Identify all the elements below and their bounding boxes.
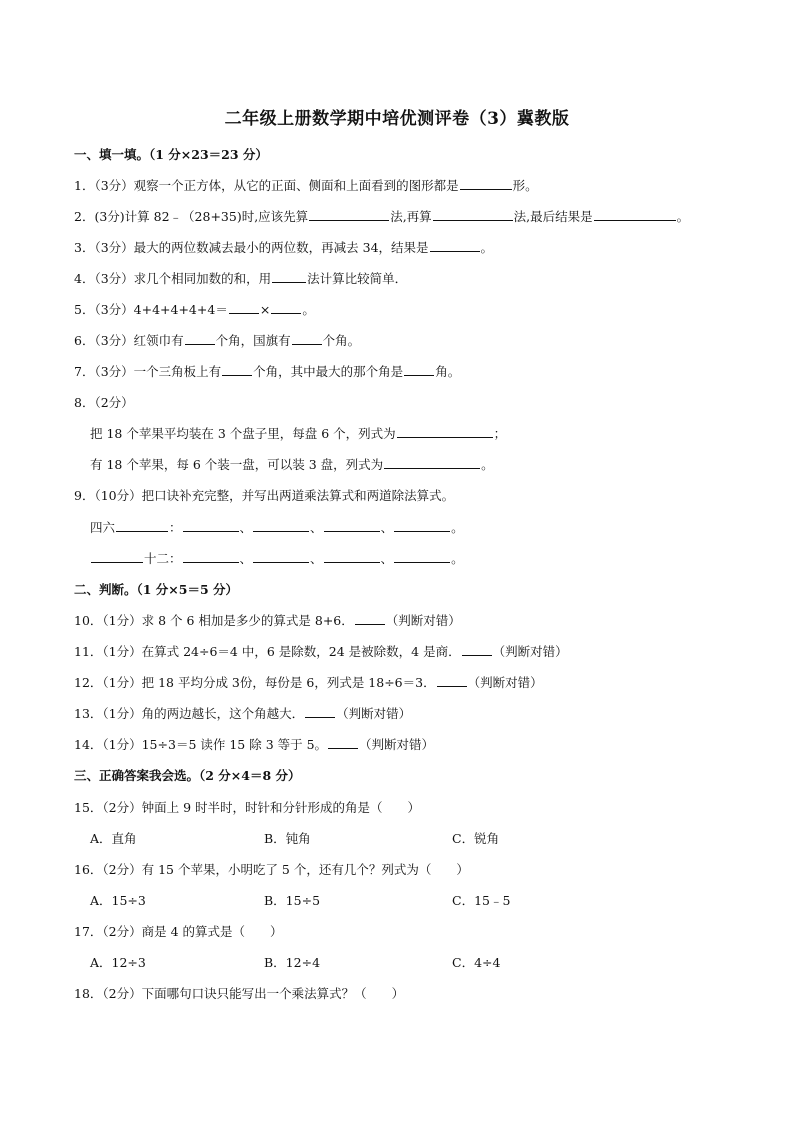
answer-blank[interactable] — [594, 208, 676, 221]
answer-blank[interactable] — [309, 208, 389, 221]
answer-blank[interactable] — [183, 550, 239, 563]
section-heading-judge: 二、判断。（1 分×5＝5 分） — [74, 582, 239, 597]
option-c[interactable]: C．锐角 — [452, 831, 500, 846]
answer-blank[interactable] — [305, 705, 335, 718]
question-6: 6．（3分）红领巾有 个角，国旗有 个角。 — [74, 333, 361, 348]
answer-blank[interactable] — [222, 363, 252, 376]
option-b[interactable]: B．钝角 — [264, 831, 311, 846]
question-8-line-2: 有 18 个苹果，每 6 个装一盘，可以装 3 盘，列式为 。 — [90, 457, 494, 472]
answer-blank[interactable] — [355, 612, 385, 625]
answer-blank[interactable] — [460, 177, 512, 190]
question-1: 1．（3分）观察一个正方体，从它的正面、侧面和上面看到的图形都是 形。 — [74, 178, 538, 193]
question-17: 17．（2分）商是 4 的算式是（ ） — [74, 924, 283, 939]
answer-blank[interactable] — [394, 519, 450, 532]
answer-blank[interactable] — [397, 425, 493, 438]
question-3: 3．（3分）最大的两位数减去最小的两位数，再减去 34，结果是 。 — [74, 240, 494, 255]
page-title: 二年级上册数学期中培优测评卷（3）冀教版 — [224, 109, 570, 129]
answer-blank[interactable] — [91, 550, 143, 563]
section-heading-choice: 三、正确答案我会选。（2 分×4＝8 分） — [74, 768, 301, 783]
answer-blank[interactable] — [116, 519, 168, 532]
answer-blank[interactable] — [462, 643, 492, 656]
answer-blank[interactable] — [430, 239, 480, 252]
question-18: 18．（2分）下面哪句口诀只能写出一个乘法算式？（ ） — [74, 986, 405, 1001]
question-8-line-1: 把 18 个苹果平均装在 3 个盘子里，每盘 6 个，列式为 ； — [90, 426, 507, 441]
answer-blank[interactable] — [185, 332, 215, 345]
answer-blank[interactable] — [404, 363, 434, 376]
section-heading-fill: 一、填一填。（1 分×23＝23 分） — [74, 147, 268, 162]
answer-blank[interactable] — [324, 519, 380, 532]
question-8: 8．（2分） — [74, 395, 134, 410]
question-12: 12．（1分）把 18 平均分成 3份，每份是 6，列式是 18÷6＝3． （判断对错） — [74, 675, 543, 690]
answer-blank[interactable] — [384, 456, 480, 469]
answer-blank[interactable] — [394, 550, 450, 563]
answer-blank[interactable] — [272, 270, 306, 283]
answer-blank[interactable] — [271, 301, 301, 314]
option-c[interactable]: C．15﹣5 — [452, 893, 511, 908]
answer-blank[interactable] — [324, 550, 380, 563]
option-a[interactable]: A．12÷3 — [90, 955, 146, 970]
option-a[interactable]: A．15÷3 — [90, 893, 146, 908]
answer-blank[interactable] — [229, 301, 259, 314]
answer-blank[interactable] — [433, 208, 513, 221]
option-b[interactable]: B．15÷5 — [264, 893, 321, 908]
question-11: 11．（1分）在算式 24÷6＝4 中，6 是除数，24 是被除数，4 是商． （判断对错） — [74, 644, 568, 659]
answer-blank[interactable] — [328, 736, 358, 749]
question-9-line-1: 四六 ： 、 、 、 。 — [90, 520, 464, 535]
question-13: 13．（1分）角的两边越长，这个角越大． （判断对错） — [74, 706, 412, 721]
question-4: 4．（3分）求几个相同加数的和，用 法计算比较简单． — [74, 271, 408, 286]
question-16: 16．（2分）有 15 个苹果，小明吃了 5 个，还有几个？列式为（ ） — [74, 862, 469, 877]
question-9-line-2: 十二： 、 、 、 。 — [90, 550, 464, 568]
question-7: 7．（3分）一个三角板上有 个角，其中最大的那个角是 角。 — [74, 364, 461, 379]
answer-blank[interactable] — [183, 519, 239, 532]
answer-blank[interactable] — [292, 332, 322, 345]
question-14: 14．（1分）15÷3＝5 读作 15 除 3 等于 5。 （判断对错） — [74, 737, 435, 752]
option-b[interactable]: B．12÷4 — [264, 955, 321, 970]
answer-blank[interactable] — [253, 519, 309, 532]
answer-blank[interactable] — [437, 674, 467, 687]
option-c[interactable]: C．4÷4 — [452, 955, 501, 970]
question-2: 2．(3分)计算 82﹣（28+35)时,应该先算 法,再算 法,最后结果是 。 — [74, 209, 690, 224]
question-10: 10．（1分）求 8 个 6 相加是多少的算式是 8+6． （判断对错） — [74, 613, 461, 628]
question-15: 15．（2分）钟面上 9 时半时，时针和分针形成的角是（ ） — [74, 800, 421, 815]
answer-blank[interactable] — [253, 550, 309, 563]
question-5: 5．（3分）4+4+4+4+4＝ × 。 — [74, 302, 315, 317]
question-9: 9．（10分）把口诀补充完整，并写出两道乘法算式和两道除法算式。 — [74, 488, 455, 503]
option-a[interactable]: A．直角 — [90, 831, 137, 846]
